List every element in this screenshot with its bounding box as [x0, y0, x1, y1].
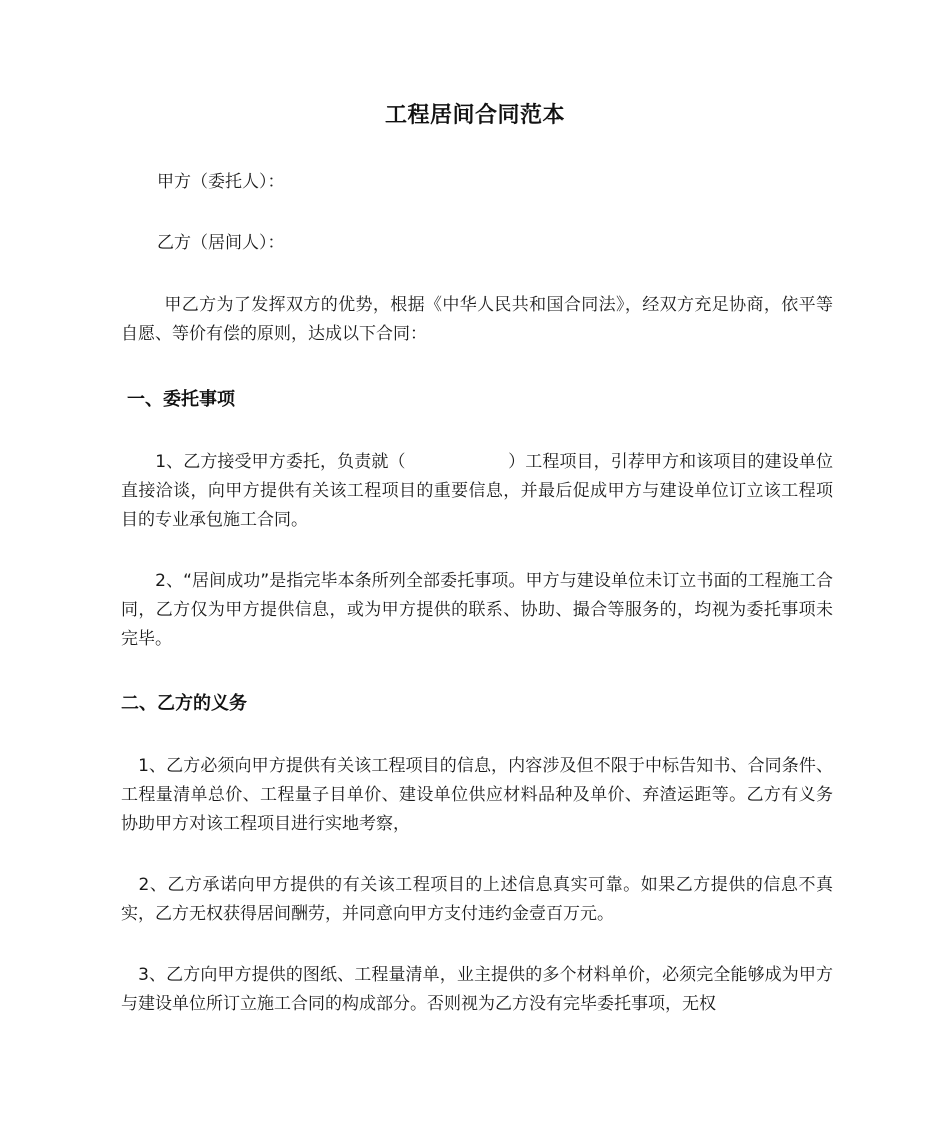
party-a-label: 甲方（委托人）： — [157, 172, 285, 192]
section-1-clause-2: 2、“居间成功”是指完毕本条所列全部委托事项。甲方与建设单位未订立书面的工程施工合同，乙方仅为甲方提供信息，或为甲方提供的联系、协助、撮合等服务的，均视为委托事项未完毕。 — [121, 571, 833, 649]
section-2-clause-2: 2、乙方承诺向甲方提供的有关该工程项目的上述信息真实可靠。如果乙方提供的信息不真实，乙方无权获得居间酬劳，并同意向甲方支付违约金壹百万元。 — [121, 875, 833, 924]
section-1-clause-1: 1、乙方接受甲方委托，负责就（ ）工程项目，引荐甲方和该项目的建设单位直接洽谈，向甲方提供有关该工程项目的重要信息，并最后促成甲方与建设单位订立该工程项目的专业承包施工合同。 — [121, 452, 833, 530]
section-2-clause-3: 3、乙方向甲方提供的图纸、工程量清单，业主提供的多个材料单价，必须完全能够成为甲方与建设单位所订立施工合同的构成部分。否则视为乙方没有完毕委托事项，无权 — [121, 965, 833, 1014]
document-title: 工程居间合同范本 — [384, 103, 565, 128]
section-2-heading: 二、乙方的义务 — [121, 693, 247, 714]
party-b-label: 乙方（居间人）： — [157, 233, 285, 253]
section-1-heading: 一、委托事项 — [127, 389, 235, 410]
section-2-clause-1: 1、乙方必须向甲方提供有关该工程项目的信息，内容涉及但不限于中标告知书、合同条件、工程量清单总价、工程量子目单价、建设单位供应材料品种及单价、弃渣运距等。乙方有义务协助甲方对该工程项目进行实地考察， — [121, 756, 833, 834]
preamble-paragraph: 甲乙方为了发挥双方的优势，根据《中华人民共和国合同法》，经双方充足协商，依平等自愿、等价有偿的原则，达成以下合同： — [121, 295, 833, 344]
